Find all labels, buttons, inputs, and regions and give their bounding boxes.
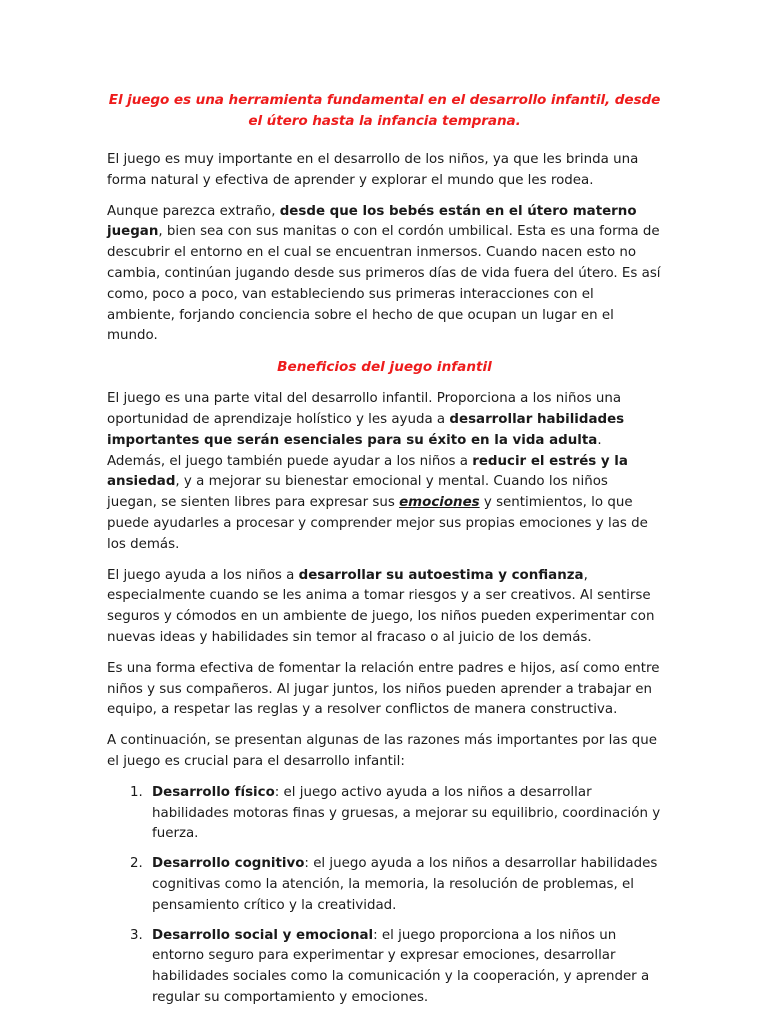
list-item — [107, 854, 662, 916]
list-number: 2. — [130, 856, 143, 872]
list-item — [107, 926, 662, 1009]
section-heading: Beneficios del juego infantil — [277, 359, 492, 376]
text-span: , especialmente cuando se les anima a tomar riesgos y a ser creativos. Al sentirse seguros y cómodos en un ambiente de juego, los niños pueden experimentar con nuevas ideas y habilidades sin temor al fracaso o al juicio de los demás. — [107, 567, 655, 645]
list-term: Desarrollo social y emocional — [152, 927, 374, 943]
bold-span: reducir el estrés y la ansiedad — [107, 453, 628, 490]
emociones-link[interactable]: emociones — [399, 495, 480, 511]
text-span: Aunque parezca extraño, — [107, 203, 280, 219]
list-item — [107, 783, 662, 845]
paragraph-benefits — [107, 389, 662, 555]
text-span: , y a mejorar su bienestar emocional y mental. Cuando los niños juegan, se sienten libres para expresar sus — [107, 474, 608, 511]
list-text: : el juego activo ayuda a los niños a desarrollar habilidades motoras finas y gruesas, a mejorar su equilibrio, coordinación y fuerza. — [152, 784, 661, 842]
text-span: . Además, el juego también puede ayudar a los niños a — [107, 432, 602, 469]
bold-span: desarrollar su autoestima y confianza — [298, 567, 584, 583]
text-span: , bien sea con sus manitas o con el cordón umbilical. Esta es una forma de descubrir el entorno en el cual se encuentran inmersos. Cuando nacen esto no cambia, continúan jugando desde sus primeros días de vida fuera del útero. Es así como, poco a poco, van estableciendo sus primeras interacciones con el ambiente, forjando conciencia sobre el hecho de que ocupan un lugar en el mundo. — [107, 224, 661, 344]
reasons-list — [107, 783, 662, 1009]
paragraph-razones: A continuación, se presentan algunas de las razones más importantes por las que el juego es crucial para el desarrollo infantil: — [107, 733, 658, 769]
bold-span: desde que los bebés están en el útero materno juegan — [107, 203, 637, 240]
text-span: y sentimientos, lo que puede ayudarles a procesar y comprender mejor sus propias emociones y las de los demás. — [107, 495, 648, 552]
paragraph-utero — [107, 202, 662, 348]
paragraph-relacion: Es una forma efectiva de fomentar la relación entre padres e hijos, así como entre niños y sus compañeros. Al jugar juntos, los niños pueden aprender a trabajar en equipo, a respetar las reglas y a resolver conflictos de manera constructiva. — [107, 660, 660, 718]
text-span: El juego ayuda a los niños a — [107, 567, 299, 583]
list-text: : el juego proporciona a los niños un entorno seguro para experimentar y expresar emociones, desarrollar habilidades sociales como la comunicación y la cooperación, y aprender a regular su comportamiento y emociones. — [152, 927, 650, 1005]
text-span: El juego es una parte vital del desarrollo infantil. Proporciona a los niños una oportunidad de aprendizaje holístico y les ayuda a — [107, 391, 622, 427]
list-number: 3. — [130, 927, 143, 943]
list-number: 1. — [130, 784, 143, 800]
document-title: El juego es una herramienta fundamental en el desarrollo infantil, desde el útero hasta la infancia temprana. — [108, 92, 661, 129]
bold-span: desarrollar habilidades importantes que serán esenciales para su éxito en la vida adulta — [107, 411, 625, 448]
list-term: Desarrollo cognitivo — [152, 856, 305, 872]
list-term: Desarrollo físico — [152, 784, 275, 800]
paragraph-intro: El juego es muy importante en el desarrollo de los niños, ya que les brinda una forma natural y efectiva de aprender y explorar el mundo que les rodea. — [107, 152, 639, 188]
list-text: : el juego ayuda a los niños a desarrollar habilidades cognitivas como la atención, la memoria, la resolución de problemas, el pensamiento crítico y la creatividad. — [152, 856, 658, 913]
paragraph-autoestima — [107, 566, 662, 649]
